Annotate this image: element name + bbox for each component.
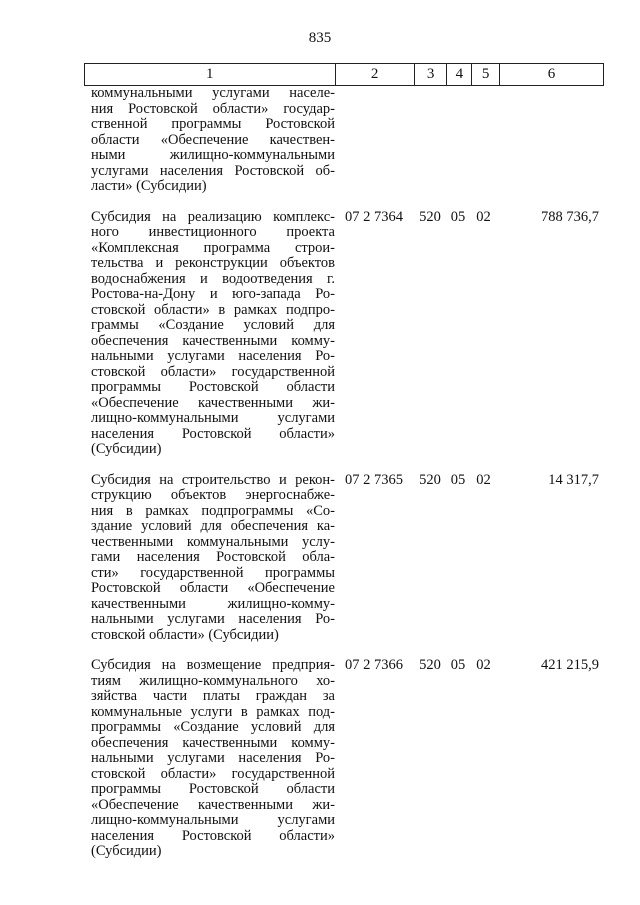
header-col-2: 2 bbox=[335, 64, 414, 85]
row-expense-type: 520 bbox=[419, 471, 441, 488]
description-line: обеспечения качественными комму- bbox=[91, 332, 335, 349]
description-line: услугами населения Ростовской об- bbox=[91, 162, 335, 179]
description-line: стовской области» государственной bbox=[91, 765, 335, 782]
row-section bbox=[446, 86, 470, 195]
description-line: гами населения Ростовской обла- bbox=[91, 549, 335, 565]
description-line: населения Ростовской области» bbox=[91, 827, 335, 844]
description-line: лищно-коммунальными услугами bbox=[91, 812, 335, 828]
description-line: «Обеспечение качественными жи- bbox=[91, 394, 335, 411]
description-line: ными жилищно-коммунальными bbox=[91, 147, 335, 163]
row-description bbox=[84, 473, 335, 644]
table-row bbox=[84, 86, 604, 195]
row-code: 07 2 7364 bbox=[345, 208, 403, 225]
row-subsection: 02 bbox=[476, 471, 491, 488]
row-code bbox=[335, 86, 414, 195]
row-subsection bbox=[470, 86, 497, 195]
description-line: коммунальные услуги в рамках под- bbox=[91, 703, 335, 720]
description-line: Субсидия на возмещение предприя- bbox=[91, 657, 335, 673]
description-line: коммунальными услугами населе- bbox=[91, 85, 335, 101]
description-line: программы «Создание условий для bbox=[91, 719, 335, 735]
row-code: 07 2 7366 bbox=[345, 657, 403, 673]
description-line: здание условий для обеспечения ка- bbox=[91, 518, 335, 534]
row-subsection: 02 bbox=[476, 208, 491, 225]
description-line: нальными услугами населения Ро- bbox=[91, 750, 335, 766]
description-line: качественными жилищно-комму- bbox=[91, 595, 335, 612]
description-line: «Обеспечение качественными жи- bbox=[91, 796, 335, 813]
description-line: ния Ростовской области» государ- bbox=[91, 100, 335, 117]
header-col-5: 5 bbox=[471, 64, 499, 85]
description-line: тиям жилищно-коммунального хо- bbox=[91, 672, 335, 689]
row-expense-type: 520 bbox=[419, 657, 441, 673]
table-header bbox=[84, 63, 604, 86]
description-line: ственной программы Ростовской bbox=[91, 116, 335, 132]
description-line: стовской области» (Субсидии) bbox=[91, 626, 279, 643]
table-row bbox=[84, 210, 604, 458]
row-sum: 421 215,9 bbox=[541, 657, 599, 673]
table-row bbox=[84, 473, 604, 644]
description-line: «Комплексная программа строи- bbox=[91, 239, 335, 256]
description-line: области «Обеспечение качествен- bbox=[91, 131, 335, 148]
description-line: тельства и реконструкции объектов bbox=[91, 255, 335, 271]
description-line: обеспечения качественными комму- bbox=[91, 734, 335, 751]
description-line: программы Ростовской области bbox=[91, 379, 335, 395]
row-section: 05 bbox=[450, 208, 466, 225]
row-section: 05 bbox=[450, 657, 466, 673]
row-sum bbox=[497, 86, 601, 195]
description-line: нальными услугами населения Ро- bbox=[91, 611, 335, 627]
description-line: стовской области» государственной bbox=[91, 363, 335, 380]
description-line: Субсидия на строительство и рекон- bbox=[91, 471, 335, 488]
description-line: стовской области» в рамках подпро- bbox=[91, 301, 335, 318]
row-expense-type bbox=[414, 86, 446, 195]
description-line: водоснабжения и водоотведения г. bbox=[91, 270, 335, 287]
description-line: лищно-коммунальными услугами bbox=[91, 410, 335, 426]
description-line: Ростовской области «Обеспечение bbox=[91, 580, 335, 596]
description-line: нальными услугами населения Ро- bbox=[91, 348, 335, 364]
header-col-1: 1 bbox=[206, 66, 214, 82]
description-line: струкцию объектов энергоснабже- bbox=[91, 487, 335, 503]
row-description bbox=[84, 86, 335, 195]
header-col-6: 6 bbox=[499, 64, 603, 85]
header-col-3: 3 bbox=[414, 64, 447, 85]
description-line: ния в рамках подпрограммы «Со- bbox=[91, 502, 335, 519]
row-expense-type: 520 bbox=[419, 208, 441, 225]
description-line: ласти» (Субсидии) bbox=[91, 178, 207, 194]
description-line: программы Ростовской области bbox=[91, 781, 335, 797]
description-line: Субсидия на реализацию комплекс- bbox=[91, 208, 335, 225]
description-line: зяйства части платы граждан за bbox=[91, 688, 335, 704]
description-line: (Субсидии) bbox=[91, 843, 162, 859]
row-sum: 788 736,7 bbox=[541, 208, 599, 225]
table-row bbox=[84, 658, 604, 860]
page-number: 835 bbox=[308, 30, 332, 46]
description-line: населения Ростовской области» bbox=[91, 425, 335, 442]
description-line: Ростова-на-Дону и юго-запада Ро- bbox=[91, 286, 335, 302]
row-section: 05 bbox=[450, 471, 466, 488]
description-line: граммы «Создание условий для bbox=[91, 317, 335, 333]
row-subsection: 02 bbox=[476, 657, 491, 673]
row-description bbox=[84, 210, 335, 458]
row-code: 07 2 7365 bbox=[345, 471, 403, 488]
description-line: сти» государственной программы bbox=[91, 564, 335, 581]
description-line: (Субсидии) bbox=[91, 441, 162, 457]
description-line: чественными коммунальными услу- bbox=[91, 533, 335, 550]
row-sum: 14 317,7 bbox=[548, 471, 599, 488]
row-description bbox=[84, 658, 335, 860]
description-line: ного инвестиционного проекта bbox=[91, 224, 335, 240]
table-body bbox=[84, 86, 604, 875]
header-col-4: 4 bbox=[446, 64, 471, 85]
